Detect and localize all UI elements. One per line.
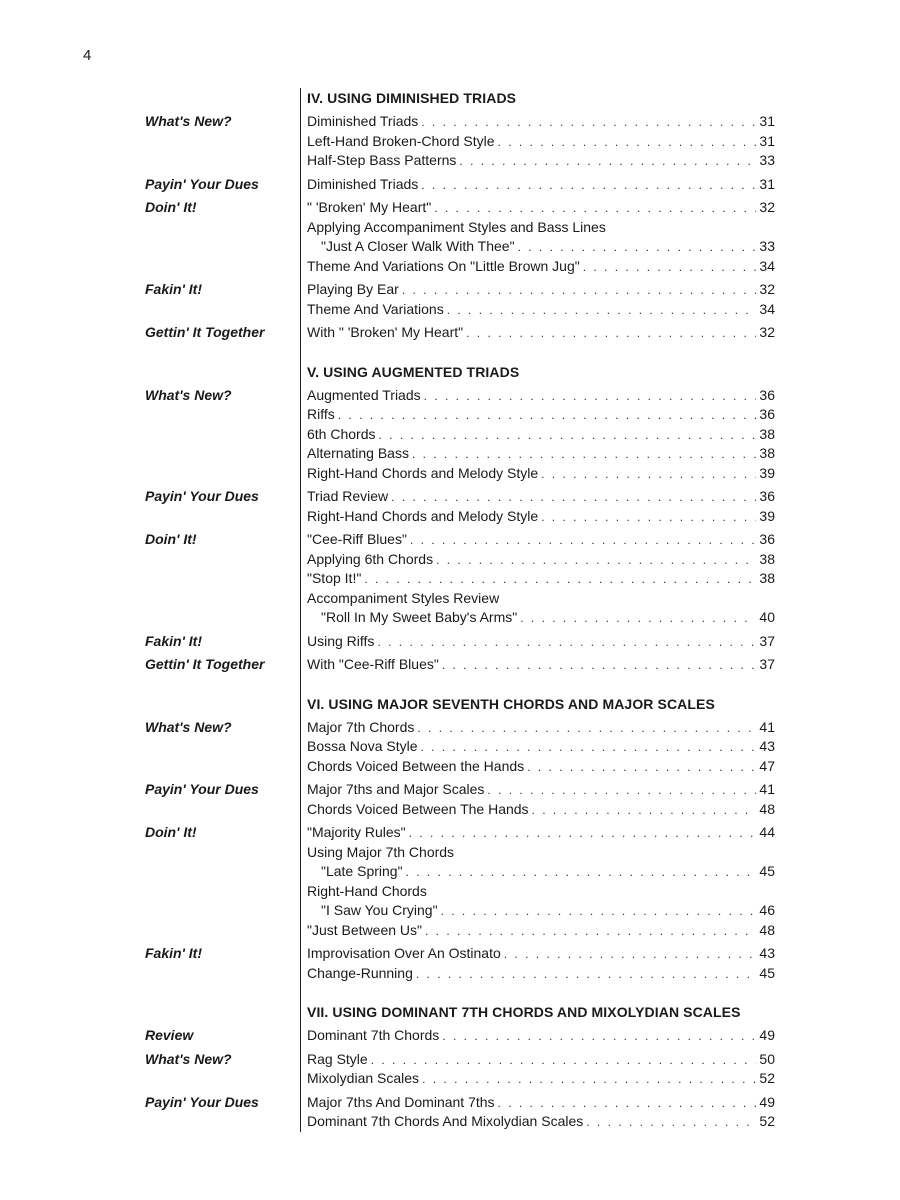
toc-entry[interactable] [307,901,775,921]
toc-group [145,655,785,675]
page-ref: 33 [759,152,775,168]
entry-title: "I Saw You Crying" [321,902,438,918]
dot-leader [412,445,756,464]
group-entries [307,655,775,675]
page-ref: 39 [759,507,775,524]
dot-leader [406,863,757,882]
entry-title: Left-Hand Broken-Chord Style [307,132,495,149]
dot-leader [527,758,756,777]
dot-leader [518,238,757,257]
toc-group [145,323,785,343]
entry-title: "Just A Closer Walk With Thee" [321,238,515,254]
dot-leader [541,508,756,527]
toc-group [145,780,785,819]
dot-leader [371,1051,757,1070]
page-ref: 49 [759,1027,775,1043]
page-ref: 47 [759,757,775,774]
dot-leader [532,801,757,820]
toc-group [145,1026,785,1046]
toc-entry[interactable] [307,444,775,464]
group-label: Doin' It! [145,531,197,547]
page-ref: 31 [759,132,775,149]
page-ref: 52 [759,1070,775,1086]
group-label: Gettin' It Together [145,656,265,672]
page-ref: 38 [759,445,775,461]
dot-leader [442,1027,756,1046]
entry-title: Theme And Variations On "Little Brown Jug" [307,257,580,274]
toc-entry[interactable] [307,550,775,570]
page-ref: 37 [759,632,775,649]
group-label: What's New? [145,1050,232,1067]
section-title: V. USING AUGMENTED TRIADS [307,363,520,380]
toc-entry[interactable] [307,464,775,484]
entry-title: 6th Chords [307,425,376,442]
toc-entry[interactable] [307,1093,775,1113]
dot-leader [417,719,756,738]
section-title: IV. USING DIMINISHED TRIADS [307,90,517,106]
page-ref: 50 [759,1050,775,1067]
entry-title: Riffs [307,406,335,422]
toc-entry[interactable] [307,198,775,218]
toc-entry[interactable] [307,780,775,800]
toc-entry[interactable] [307,1026,775,1046]
toc-entry[interactable] [307,655,775,675]
toc-entry[interactable] [307,487,775,507]
toc-entry[interactable] [307,1050,775,1070]
toc-group [145,112,785,171]
toc-entry[interactable] [307,800,775,820]
group-entries [307,323,775,343]
dot-leader [421,176,756,195]
group-entries [307,823,775,940]
entry-title: Half-Step Bass Patterns [307,152,457,168]
entry-title: Applying 6th Chords [307,550,434,567]
entry-title: Augmented Triads [307,386,421,403]
toc-entry[interactable] [307,737,775,757]
page-ref: 48 [759,800,775,817]
page-ref: 48 [759,921,775,938]
group-label: Fakin' It! [145,632,202,649]
toc-entry[interactable] [307,569,775,589]
group-label: What's New? [145,718,232,735]
page-ref: 45 [759,863,775,879]
toc-group [145,944,785,983]
entry-title: Rag Style [307,1050,368,1067]
entry-title: Playing By Ear [307,281,399,297]
dot-leader [447,301,757,320]
dot-leader [498,1094,757,1113]
page-ref: 52 [759,1113,775,1129]
dot-leader [442,656,757,675]
group-label: Fakin' It! [145,281,202,297]
dot-leader [586,1113,756,1132]
dot-leader [421,113,756,132]
toc-entry[interactable] [307,843,775,863]
toc-entry[interactable] [307,882,775,902]
page-ref: 44 [759,824,775,840]
entry-title: Change-Running [307,964,413,981]
group-label: Payin' Your Dues [145,781,259,797]
entry-title: " 'Broken' My Heart" [307,199,432,215]
toc-entry[interactable] [307,823,775,843]
dot-leader [424,387,757,406]
entry-title: Major 7th Chords [307,718,415,735]
entry-title: Applying Accompaniment Styles and Bass Lines [307,218,606,235]
dot-leader [520,609,756,628]
dot-leader [338,406,757,425]
toc-entry[interactable] [307,257,775,277]
dot-leader [402,281,757,300]
page-ref: 32 [759,281,775,297]
section-title: VI. USING MAJOR SEVENTH CHORDS AND MAJOR SCALES [307,695,715,712]
entry-title: "Roll In My Sweet Baby's Arms" [321,609,518,625]
dot-leader [410,531,756,550]
group-label: What's New? [145,386,232,403]
section-title: VII. USING DOMINANT 7TH CHORDS AND MIXOLYDIAN SCALES [307,1004,741,1020]
toc-group [145,280,785,319]
toc-entry[interactable] [307,757,775,777]
toc-entry[interactable] [307,280,775,300]
group-entries [307,632,775,652]
entry-title: Diminished Triads [307,175,419,192]
toc-group [145,1050,785,1089]
entry-title: "Late Spring" [321,863,403,879]
page-ref: 38 [759,550,775,567]
page-ref: 34 [759,257,775,274]
entry-title: Right-Hand Chords [307,882,427,899]
entry-title: Chords Voiced Between the Hands [307,757,525,774]
entry-title: Alternating Bass [307,445,409,461]
group-entries [307,530,775,628]
group-label: Gettin' It Together [145,324,265,340]
group-label: Fakin' It! [145,945,202,961]
toc-entry[interactable] [307,862,775,882]
toc-entry[interactable] [307,175,775,195]
page-ref: 36 [759,406,775,422]
toc-group [145,386,785,484]
dot-leader [422,1070,756,1089]
toc-entry[interactable] [307,507,775,527]
toc-entry[interactable] [307,944,775,964]
group-label: Review [145,1027,194,1043]
toc-entry[interactable] [307,132,775,152]
page-ref: 32 [759,199,775,215]
group-entries [307,1050,775,1089]
entry-title: With " 'Broken' My Heart" [307,324,464,340]
toc-group [145,823,785,940]
page-ref: 31 [759,175,775,192]
page-ref: 32 [759,324,775,340]
page-ref: 39 [759,464,775,481]
toc-entry[interactable] [307,218,775,238]
dot-leader [583,258,757,277]
toc-group [145,718,785,777]
entry-title: Dominant 7th Chords [307,1027,440,1043]
group-label: What's New? [145,113,232,129]
toc-group [145,632,785,652]
entry-title: Using Riffs [307,632,375,649]
dot-leader [487,781,756,800]
page-ref: 43 [759,945,775,961]
entry-title: "Stop It!" [307,570,362,586]
table-of-contents [145,88,785,1132]
toc-entry[interactable] [307,1112,775,1132]
entry-title: "Just Between Us" [307,921,422,938]
group-entries [307,1026,775,1046]
page-ref: 36 [759,488,775,504]
entry-title: Dominant 7th Chords And Mixolydian Scales [307,1113,584,1129]
toc-entry[interactable] [307,300,775,320]
entry-title: "Cee-Riff Blues" [307,531,407,547]
section-spacer [145,675,785,694]
dot-leader [364,570,756,589]
page-ref: 34 [759,300,775,317]
toc-entry[interactable] [307,1069,775,1089]
group-entries [307,280,775,319]
entry-title: Chords Voiced Between The Hands [307,800,529,817]
toc-entry[interactable] [307,323,775,343]
page-ref: 41 [759,718,775,735]
group-entries [307,780,775,819]
group-label: Payin' Your Dues [145,175,259,192]
entry-title: Accompaniment Styles Review [307,589,500,606]
group-entries [307,718,775,777]
dot-leader [498,133,757,152]
toc-entry[interactable] [307,964,775,984]
entry-title: With "Cee-Riff Blues" [307,656,439,672]
group-label: Doin' It! [145,199,197,215]
section-spacer [145,983,785,1002]
page-ref: 36 [759,531,775,547]
group-entries [307,112,775,171]
dot-leader [391,488,756,507]
page-ref: 33 [759,238,775,254]
page-ref: 45 [759,964,775,981]
dot-leader [459,152,756,171]
entry-title: Major 7ths And Dominant 7ths [307,1093,495,1110]
entry-title: Improvisation Over An Ostinato [307,945,501,961]
dot-leader [378,426,756,445]
dot-leader [504,945,757,964]
page-ref: 49 [759,1093,775,1110]
entry-title: Using Major 7th Chords [307,843,455,860]
group-entries [307,198,775,276]
toc-group [145,175,785,195]
page-ref: 38 [759,425,775,442]
toc-entry[interactable] [307,718,775,738]
entry-title: Theme And Variations [307,300,444,317]
page-ref: 40 [759,609,775,625]
dot-leader [421,738,757,757]
group-entries [307,944,775,983]
page-ref: 46 [759,902,775,918]
group-label: Payin' Your Dues [145,1093,259,1110]
entry-title: "Majority Rules" [307,824,406,840]
dot-leader [441,902,757,921]
toc-entry[interactable] [307,386,775,406]
page-number: 4 [83,47,92,64]
dot-leader [377,633,756,652]
toc-entry[interactable] [307,921,775,941]
entry-title: Right-Hand Chords and Melody Style [307,464,539,481]
dot-leader [466,324,756,343]
dot-leader [436,551,756,570]
entry-title: Right-Hand Chords and Melody Style [307,507,539,524]
toc-group [145,198,785,276]
toc-entry[interactable] [307,632,775,652]
group-label: Doin' It! [145,824,197,840]
entry-title: Major 7ths and Major Scales [307,781,485,797]
dot-leader [541,465,756,484]
toc-entry[interactable] [307,530,775,550]
dot-leader [434,199,756,218]
toc-group [145,530,785,628]
group-label: Payin' Your Dues [145,488,259,504]
entry-title: Bossa Nova Style [307,738,418,754]
toc-group [145,1093,785,1132]
dot-leader [409,824,757,843]
toc-entry[interactable] [307,405,775,425]
page-ref: 41 [759,781,775,797]
toc-entry[interactable] [307,112,775,132]
entry-title: Triad Review [307,488,389,504]
dot-leader [416,965,757,984]
toc-entry[interactable] [307,237,775,257]
dot-leader [425,922,756,941]
page-ref: 38 [759,570,775,586]
toc-entry[interactable] [307,589,775,609]
toc-entry[interactable] [307,608,775,628]
entry-title: Diminished Triads [307,113,419,129]
group-entries [307,1093,775,1132]
group-entries [307,487,775,526]
page-ref: 36 [759,386,775,403]
toc-entry[interactable] [307,425,775,445]
toc-group [145,487,785,526]
group-entries [307,386,775,484]
toc-entry[interactable] [307,151,775,171]
page-ref: 37 [759,656,775,672]
page-ref: 43 [759,738,775,754]
group-entries [307,175,775,195]
page-ref: 31 [759,113,775,129]
section-spacer [145,343,785,362]
entry-title: Mixolydian Scales [307,1070,420,1086]
